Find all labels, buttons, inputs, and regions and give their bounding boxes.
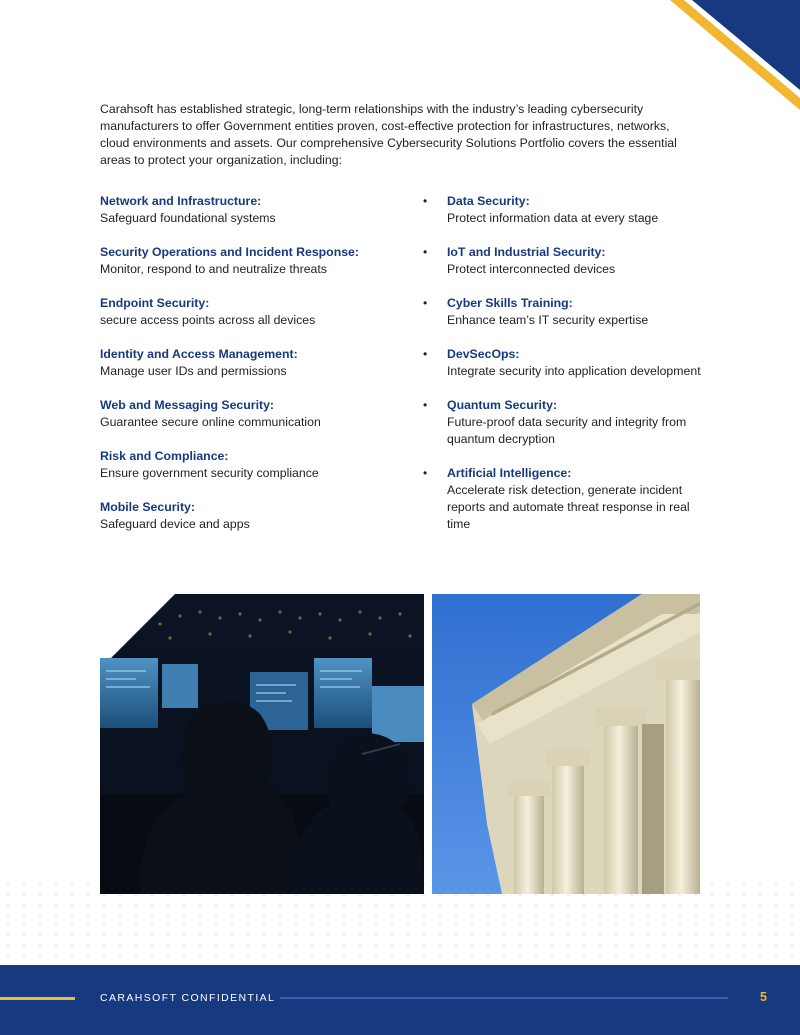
item-title: Web and Messaging Security: [100, 398, 275, 412]
item-description: Enhance team’s IT security expertise [447, 313, 649, 327]
bullet-icon: • [423, 347, 428, 361]
item-title: Data Security: [447, 194, 530, 208]
list-item [100, 499, 410, 533]
corner-decoration [670, 0, 800, 110]
list-item [420, 193, 710, 227]
list-item [100, 295, 410, 329]
page-number: 5 [760, 990, 767, 1004]
item-description: Safeguard device and apps [100, 517, 250, 531]
item-title: Identity and Access Management: [100, 347, 298, 361]
bullet-icon: • [423, 296, 428, 310]
item-title: Network and Infrastructure: [100, 194, 262, 208]
bullet-icon: • [423, 245, 428, 259]
item-title: Endpoint Security: [100, 296, 210, 310]
bullet-icon: • [423, 466, 428, 480]
list-item [100, 346, 410, 380]
footer-bar [0, 965, 800, 1035]
item-description: Monitor, respond to and neutralize threats [100, 262, 327, 276]
item-description: Safeguard foundational systems [100, 211, 276, 225]
item-description: Integrate security into application development [447, 364, 701, 378]
footer-accent-line [0, 997, 75, 1000]
bullet-icon: • [423, 398, 428, 412]
list-item [100, 193, 410, 227]
item-title: IoT and Industrial Security: [447, 245, 606, 259]
item-description: Future-proof data security and integrity from quantum decryption [447, 415, 687, 446]
item-description: Guarantee secure online communication [100, 415, 321, 429]
cyber-operations-photo [100, 594, 424, 894]
item-description: Accelerate risk detection, generate incident reports and automate threat response in real time [447, 483, 690, 531]
list-item [420, 295, 710, 329]
list-item [100, 397, 410, 431]
list-item [100, 448, 410, 482]
list-item [420, 397, 710, 448]
left-column [100, 193, 410, 550]
right-column [420, 193, 710, 550]
item-description: Protect information data at every stage [447, 211, 659, 225]
item-description: Manage user IDs and permissions [100, 364, 287, 378]
footer-confidential-label: CARAHSOFT CONFIDENTIAL [100, 992, 276, 1004]
item-title: Risk and Compliance: [100, 449, 229, 463]
list-item [100, 244, 410, 278]
footer-divider-line [280, 997, 728, 999]
item-description: Ensure government security compliance [100, 466, 319, 480]
intro-paragraph: Carahsoft has established strategic, long-term relationships with the industry’s leading cybersecurity manufacturers to offer Government entities proven, cost-effective protection for infrastructures, networks, cloud environments and assets. Our comprehensive Cybersecurity Solutions Portfolio covers the essential areas to protect your organization, including: [100, 102, 677, 167]
list-item [420, 244, 710, 278]
government-building-photo [432, 594, 700, 894]
list-item [420, 346, 710, 380]
bullet-icon: • [423, 194, 428, 208]
item-description: Protect interconnected devices [447, 262, 616, 276]
item-title: Quantum Security: [447, 398, 558, 412]
item-title: Artificial Intelligence: [447, 466, 572, 480]
item-title: Cyber Skills Training: [447, 296, 573, 310]
list-item [420, 465, 710, 533]
item-title: Security Operations and Incident Response: [100, 245, 359, 259]
item-title: DevSecOps: [447, 347, 520, 361]
item-description: secure access points across all devices [100, 313, 316, 327]
item-title: Mobile Security: [100, 500, 195, 514]
